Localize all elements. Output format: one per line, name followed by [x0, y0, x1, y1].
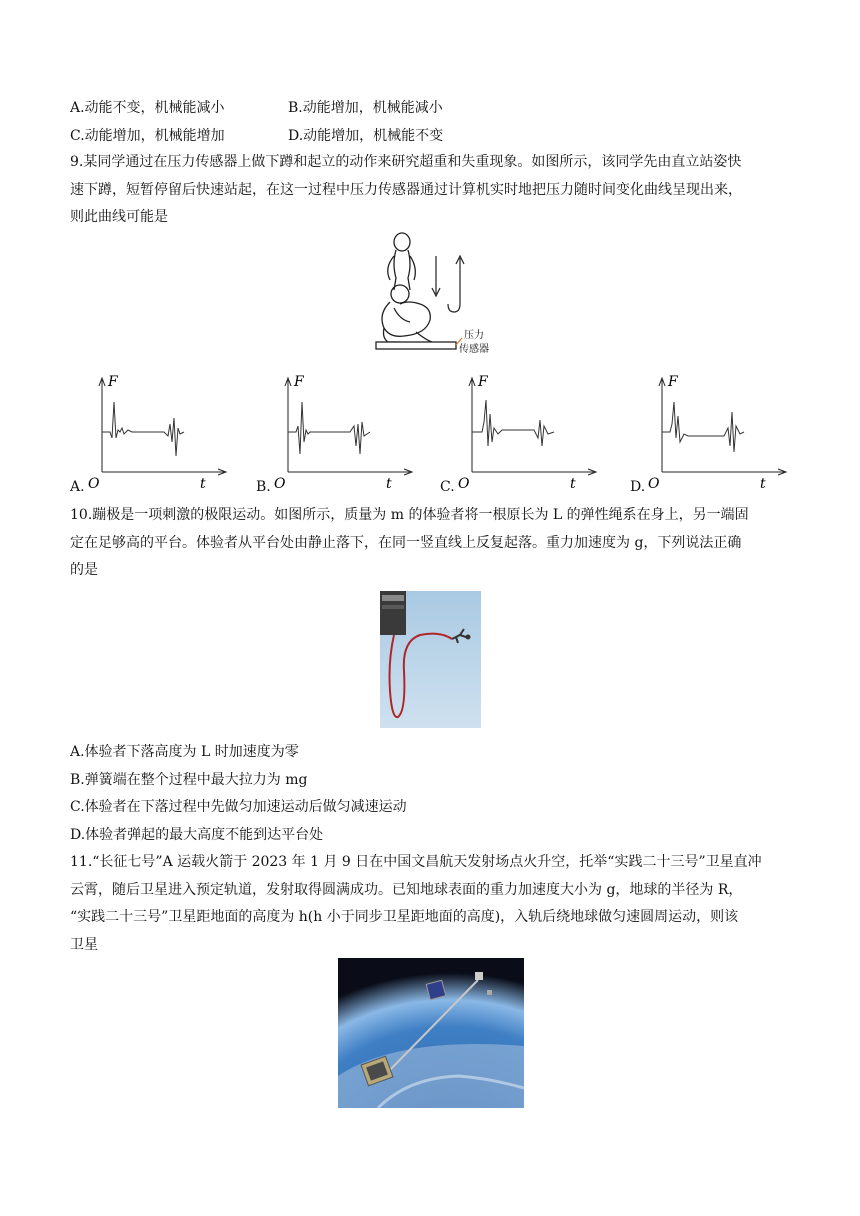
graph-d-option-label[interactable]: D.: [630, 479, 646, 495]
q8-option-c: C.动能增加，机械能增加: [70, 128, 225, 144]
graph-a-option-label[interactable]: A.: [70, 479, 85, 495]
q9-text-line-3: 则此曲线可能是: [70, 209, 168, 225]
q8-option-d: D.动能增加，机械能不变: [288, 128, 444, 144]
sensor-plate: [376, 342, 456, 349]
sensor-label-1: 压力: [464, 330, 484, 341]
standing-body: [394, 250, 410, 290]
q8-option-a: A.动能不变，机械能减小: [70, 100, 225, 116]
squat-body: [382, 302, 430, 336]
graph-d-origin: O: [648, 476, 660, 492]
graph-d: [644, 372, 794, 492]
graph-c-curve: [472, 400, 554, 446]
up-arrow-line: [448, 258, 460, 312]
graph-d-t-label: t: [760, 476, 766, 492]
graph-a-curve: [102, 402, 184, 456]
bungee-photo: [380, 591, 481, 728]
graph-a: [84, 372, 234, 492]
graph-b-option-label[interactable]: B.: [256, 479, 271, 495]
q11-text-line-2: 云霄，随后卫星进入预定轨道，发射取得圆满成功。已知地球表面的重力加速度大小为 g，地球的半径为 R，: [70, 882, 743, 898]
graph-c-option-label[interactable]: C.: [440, 479, 455, 495]
graph-c-f-label: F: [478, 374, 488, 390]
graph-b-origin: O: [274, 476, 286, 492]
q10-option-b: B.弹簧端在整个过程中最大拉力为 mg: [70, 772, 308, 788]
squat-head: [391, 285, 409, 303]
q8-option-b: B.动能增加，机械能减小: [288, 100, 443, 116]
q10-text-line-3: 的是: [70, 562, 98, 578]
q11-text-line-4: 卫星: [70, 937, 98, 953]
squat-arm: [394, 308, 410, 322]
graph-d-f-label: F: [668, 374, 678, 390]
q10-option-a: A.体验者下落高度为 L 时加速度为零: [70, 744, 299, 760]
graph-a-f-label: F: [108, 374, 118, 390]
graph-a-origin: O: [88, 476, 100, 492]
graph-c-origin: O: [458, 476, 470, 492]
q11-text-line-3: “实践二十三号”卫星距地面的高度为 h(h 小于同步卫星距地面的高度)，入轨后绕地球做匀速圆周运动，则该: [70, 909, 739, 925]
squat-figure: [370, 228, 505, 360]
satellite-mid: [426, 980, 446, 1000]
q10-text-line-1: 10.蹦极是一项刺激的极限运动。如图所示，质量为 m 的体验者将一根原长为 L 的弹性绳系在身上，另一端固: [70, 507, 749, 523]
sensor-label-2: 传感器: [459, 344, 489, 355]
satellite-photo: [338, 958, 524, 1108]
graph-b-f-label: F: [294, 374, 304, 390]
graph-c: [454, 372, 604, 492]
graph-c-t-label: t: [570, 476, 576, 492]
q9-text-line-1: 9.某同学通过在压力传感器上做下蹲和起立的动作来研究超重和失重现象。如图所示，该同学先由直立站姿快: [70, 154, 742, 170]
q9-text-line-2: 速下蹲，短暂停留后快速站起，在这一过程中压力传感器通过计算机实时地把压力随时间变化曲线呈现出来，: [70, 182, 742, 198]
q10-text-line-2: 定在足够高的平台。体验者从平台处由静止落下，在同一竖直线上反复起落。重力加速度为 g，下列说法正确: [70, 535, 742, 551]
standing-head: [394, 233, 410, 251]
standing-arms: [388, 256, 416, 280]
graph-b-curve: [288, 402, 370, 454]
graph-b-t-label: t: [386, 476, 392, 492]
q11-text-line-1: 11.“长征七号”A 运载火箭于 2023 年 1 月 9 日在中国文昌航天发射场点火升空，托举“实践二十三号”卫星直冲: [70, 854, 762, 870]
q10-option-d: D.体验者弹起的最大高度不能到达平台处: [70, 827, 324, 843]
graph-d-curve: [662, 402, 744, 452]
graph-b: [270, 372, 420, 492]
graph-a-t-label: t: [200, 476, 206, 492]
q10-option-c: C.体验者在下落过程中先做匀加速运动后做匀减速运动: [70, 799, 407, 815]
